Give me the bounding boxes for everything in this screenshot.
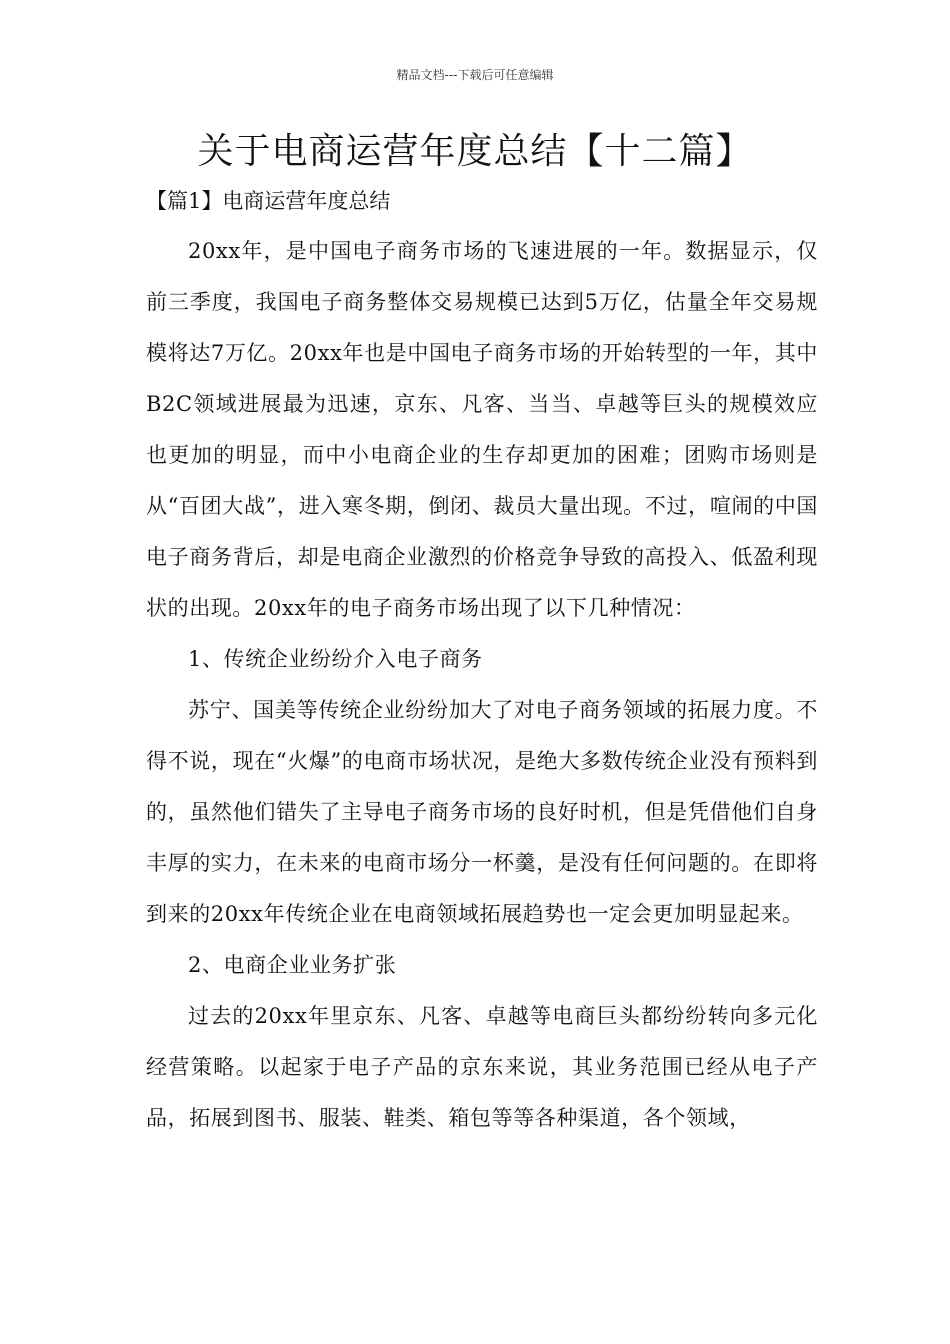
paragraph-intro: 20xx年，是中国电子商务市场的飞速进展的一年。数据显示，仅前三季度，我国电子商务整体交易规模已达到5万亿，估量全年交易规模将达7万亿。20xx年也是中国电子商务市场的开始转型的一年，其中B2C领域进展最为迅速，京东、凡客、当当、卓越等巨头的规模效应也更加的明显，而中小电商企业的生存却更加的困难；团购市场则是从“百团大战”，进入寒冬期，倒闭、裁员大量出现。不过，喧闹的中国电子商务背后，却是电商企业激烈的价格竞争导致的高投入、低盈利现状的出现。20xx年的电子商务市场出现了以下几种情况： [146,239,818,620]
document-body [146,226,818,1144]
paragraph-business-expansion: 过去的20xx年里京东、凡客、卓越等电商巨头都纷纷转向多元化经营策略。以起家于电子产品的京东来说，其业务范围已经从电子产品，拓展到图书、服装、鞋类、箱包等等各种渠道，各个领域， [146,1004,818,1130]
section-heading: 【篇1】电商运营年度总结 [146,189,391,213]
paragraph-traditional-enterprises: 苏宁、国美等传统企业纷纷加大了对电子商务领域的拓展力度。不得不说，现在“火爆”的电商市场状况，是绝大多数传统企业没有预料到的，虽然他们错失了主导电子商务市场的良好时机，但是凭借他们自身丰厚的实力，在未来的电商市场分一杯羹，是没有任何问题的。在即将到来的20xx年传统企业在电商领域拓展趋势也一定会更加明显起来。 [146,698,818,926]
header-note: 精品文档---下载后可任意编辑 [396,68,554,82]
list-heading-1: 1、传统企业纷纷介入电子商务 [188,647,483,671]
document-title: 关于电商运营年度总结【十二篇】 [197,131,753,172]
list-heading-2: 2、电商企业业务扩张 [188,953,397,977]
